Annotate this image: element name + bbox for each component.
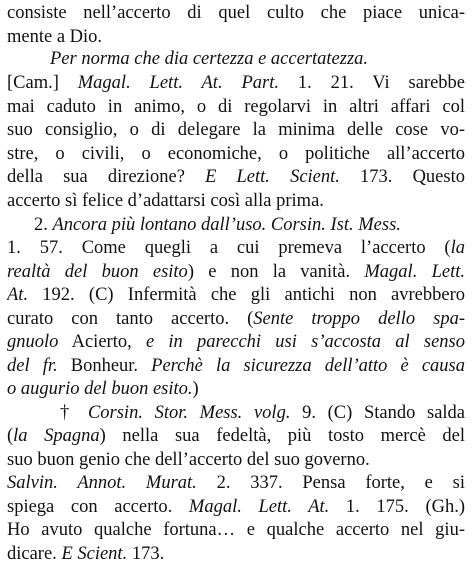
text-segment: 2. [34, 215, 53, 235]
text-line-2 [7, 25, 465, 49]
text-line-8 [7, 165, 465, 189]
text-segment: Acierto, [58, 332, 146, 352]
text-segment: gnuolo [7, 332, 59, 352]
text-segment: ) [192, 379, 199, 399]
text-segment: curato con tanto accerto. ( [7, 309, 254, 329]
text-segment: ) e non la vanità. [187, 262, 365, 282]
text-line-1 [7, 1, 465, 25]
text-segment: suo buon genio che dell’accerto del suo governo. [7, 450, 370, 470]
text-line-7 [7, 142, 465, 166]
text-segment: suo consiglio, o di delegare la minima delle cose vo- [7, 120, 465, 140]
text-segment: dicare. [7, 544, 62, 564]
text-line-5 [7, 95, 465, 119]
text-segment: 2. 337. Pensa forte, e si [196, 473, 465, 493]
text-line-6 [7, 118, 465, 142]
text-segment: accerto sì felice d’adattarsi così alla prima. [7, 191, 324, 211]
text-segment: ) nella sua fedeltà, più tosto mercè del [99, 426, 465, 446]
text-segment: spiega con accerto. [7, 497, 189, 517]
text-segment: mente a Dio. [7, 27, 103, 47]
text-segment: 1. 21. Vi sarebbe [278, 73, 465, 93]
text-segment: Ancora più lontano dall’uso. Corsin. Ist. Mess. [52, 215, 401, 235]
text-segment: At. [7, 285, 29, 305]
text-segment: mai caduto in animo, o di regolarvi in altri affari col [7, 97, 465, 117]
text-segment: Magal. Lett. [364, 262, 465, 282]
text-segment: E Scient. [61, 544, 128, 564]
text-line-24 [7, 542, 465, 566]
text-line-16 [7, 354, 465, 378]
text-segment: † [60, 403, 88, 423]
text-segment: Perchè la sicurezza dell’atto è causa [151, 356, 465, 376]
text-segment: 192. (C) Infermità che gli antichi non avrebbero [28, 285, 465, 305]
text-segment: E Lett. Scient. [205, 167, 340, 187]
text-segment: Per norma che dia certezza e accertatezza. [50, 49, 369, 69]
text-segment: [Cam.] [7, 73, 78, 93]
text-segment: e in parecchi usi s’accosta al senso [145, 332, 465, 352]
text-line-14 [7, 307, 465, 331]
text-segment: ( [7, 426, 14, 446]
text-segment: Bonheur. [57, 356, 152, 376]
text-line-15 [7, 330, 465, 354]
text-segment: consiste nell’accerto di quel culto che piace unica- [7, 3, 465, 23]
text-segment: Magal. Lett. At. [188, 497, 330, 517]
text-line-3 [50, 47, 465, 71]
text-line-20 [7, 448, 465, 472]
text-line-21 [7, 471, 465, 495]
text-segment: la [450, 238, 465, 258]
text-segment: realtà del buon esito [7, 262, 188, 282]
text-segment: stre, o civili, o economiche, o politiche all’accerto [7, 144, 465, 164]
text-segment: 173. [127, 544, 165, 564]
text-segment: Sente troppo dello spa- [253, 309, 465, 329]
text-line-4 [7, 71, 465, 95]
text-segment: 9. (C) Stando salda [290, 403, 465, 423]
text-segment: del fr. [7, 356, 58, 376]
text-line-22 [7, 495, 465, 519]
text-line-11 [7, 236, 465, 260]
text-line-10 [34, 213, 465, 237]
text-segment: Magal. Lett. At. Part. [77, 73, 279, 93]
text-line-23 [7, 518, 465, 542]
text-line-9 [7, 189, 465, 213]
text-line-17 [7, 377, 465, 401]
text-segment: Salvin. Annot. Murat. [7, 473, 197, 493]
text-segment: 173. Questo [339, 167, 465, 187]
text-line-18 [60, 401, 465, 425]
text-segment: o augurio del buon esito. [7, 379, 193, 399]
text-segment: Corsin. Stor. Mess. volg. [87, 403, 291, 423]
text-line-13 [7, 283, 465, 307]
text-segment: Ho avuto qualche fortuna… e qualche accerto nel giu- [7, 520, 465, 540]
text-segment: della sua direzione? [7, 167, 206, 187]
text-line-19 [7, 424, 465, 448]
text-segment: 1. 175. (Gh.) [329, 497, 465, 517]
text-segment: 1. 57. Come quegli a cui premeva l’accerto ( [7, 238, 451, 258]
text-segment: la Spagna [13, 426, 100, 446]
text-line-12 [7, 260, 465, 284]
